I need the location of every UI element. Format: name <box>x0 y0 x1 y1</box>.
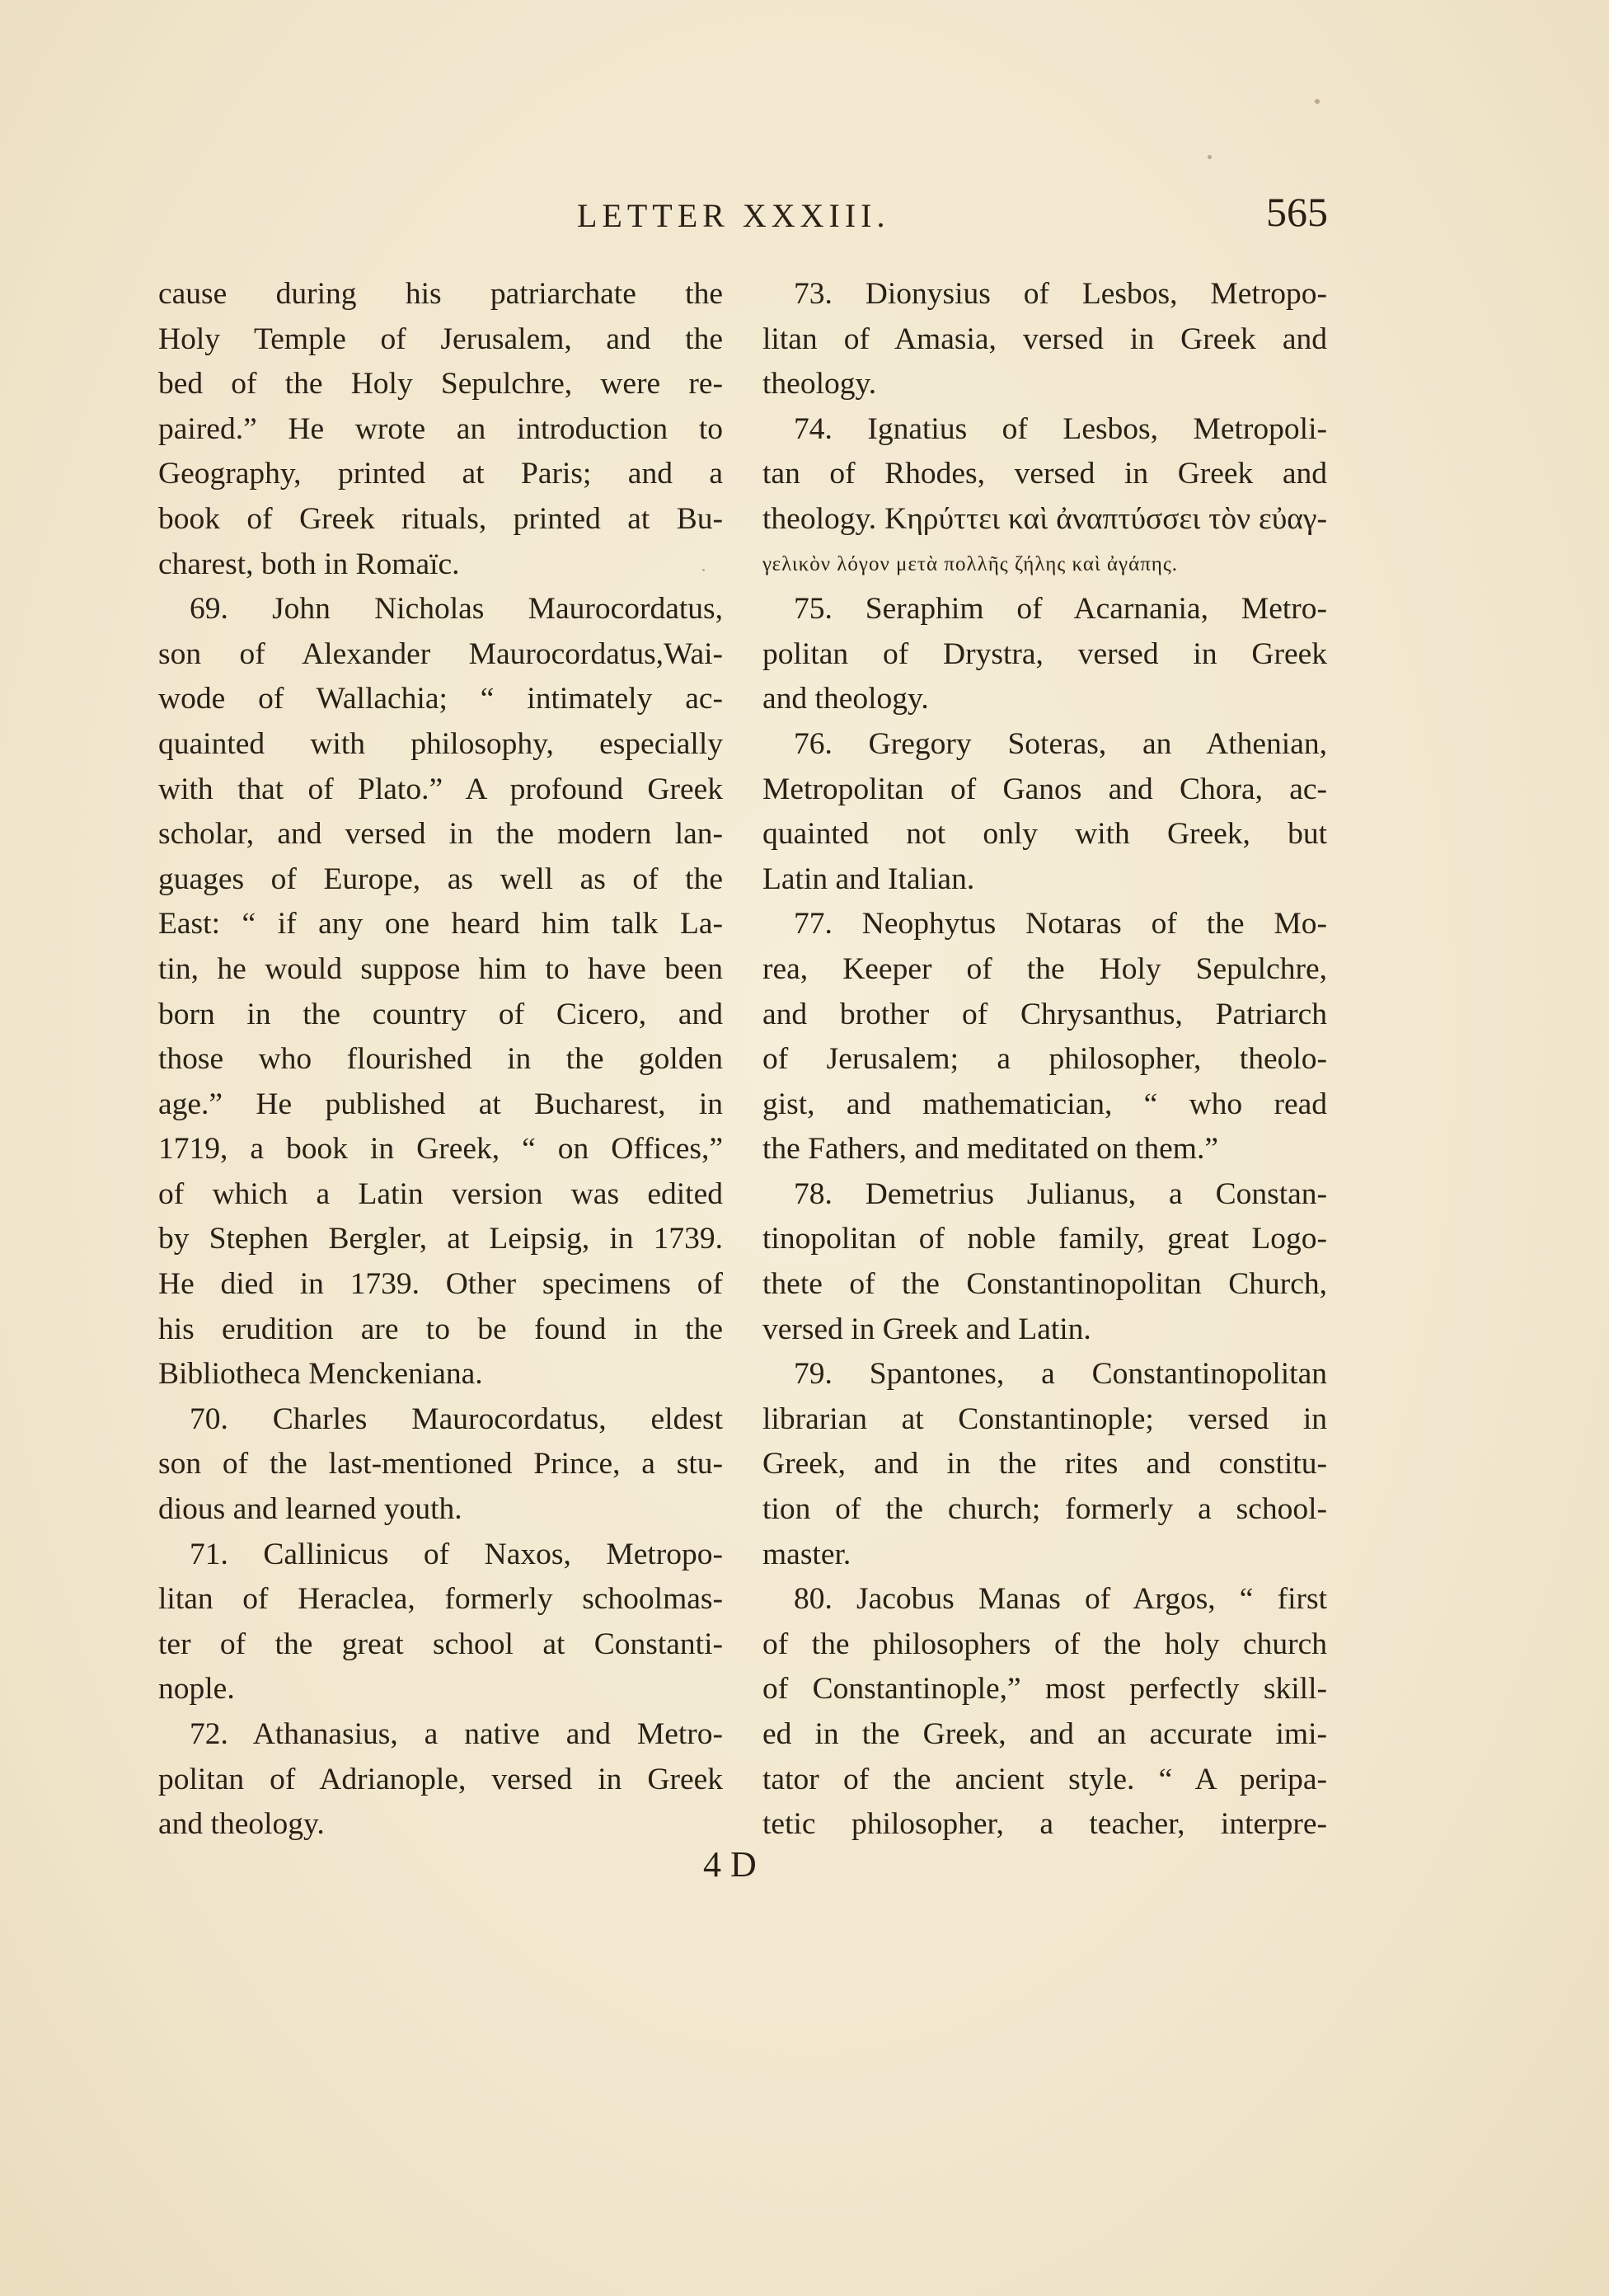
text-line: bed of the Holy Sepulchre, were re- <box>158 367 723 401</box>
text-line: quainted not only with Greek, but <box>762 817 1327 852</box>
text-line: 77. Neophytus Notaras of the Mo- <box>794 907 1327 941</box>
text-line: Holy Temple of Jerusalem, and the <box>158 322 723 356</box>
text-line: 75. Seraphim of Acarnania, Metro- <box>794 592 1327 627</box>
text-line: his erudition are to be found in the <box>158 1312 723 1346</box>
text-line: versed in Greek and Latin. <box>762 1312 1091 1346</box>
text-line: thete of the Constantinopolitan Church, <box>762 1267 1327 1302</box>
text-line: theology. Κηρύττει καὶ ἀναπτύσσει τὸν εὐαγ- <box>762 501 1327 536</box>
text-line: 73. Dionysius of Lesbos, Metropo- <box>794 277 1327 311</box>
text-line: ter of the great school at Constanti- <box>158 1627 723 1661</box>
text-line: dious and learned youth. <box>158 1492 462 1527</box>
text-line: 70. Charles Maurocordatus, eldest <box>190 1402 723 1436</box>
text-line: tator of the ancient style. “ A peripa- <box>762 1762 1327 1796</box>
text-line: cause during his patriarchate the <box>158 277 723 311</box>
text-line: litan of Heraclea, formerly schoolmas- <box>158 1582 723 1617</box>
text-line: and brother of Chrysanthus, Patriarch <box>762 997 1327 1031</box>
text-line: book of Greek rituals, printed at Bu- <box>158 501 723 536</box>
text-line: Bibliotheca Menckeniana. <box>158 1357 483 1392</box>
text-line: charest, both in Romaïc. <box>158 547 460 581</box>
text-line: East: “ if any one heard him talk La- <box>158 907 723 941</box>
text-line: γελικὸν λόγον μετὰ πολλῆς ζήλης καὶ ἀγάπης. <box>762 552 1179 575</box>
text-line: Geography, printed at Paris; and a <box>158 457 723 491</box>
text-line: son of the last-mentioned Prince, a stu- <box>158 1447 723 1481</box>
text-line: scholar, and versed in the modern lan- <box>158 817 723 852</box>
text-line: of Constantinople,” most perfectly skill- <box>762 1672 1327 1707</box>
paper-fleck <box>1315 99 1320 104</box>
text-line: of Jerusalem; a philosopher, theolo- <box>762 1042 1327 1077</box>
text-line: 79. Spantones, a Constantinopolitan <box>794 1357 1327 1392</box>
text-line: litan of Amasia, versed in Greek and <box>762 322 1327 356</box>
text-line: tin, he would suppose him to have been <box>158 951 723 986</box>
text-line: by Stephen Bergler, at Leipsig, in 1739. <box>158 1222 723 1256</box>
text-line: tinopolitan of noble family, great Logo- <box>762 1222 1327 1256</box>
text-line: age.” He published at Bucharest, in <box>158 1087 723 1121</box>
text-line: 74. Ignatius of Lesbos, Metropoli- <box>794 411 1327 446</box>
text-line: 71. Callinicus of Naxos, Metropo- <box>190 1537 723 1571</box>
text-line: gist, and mathematician, “ who read <box>762 1087 1327 1121</box>
text-line: born in the country of Cicero, and <box>158 997 723 1031</box>
text-line: of which a Latin version was edited <box>158 1176 723 1211</box>
text-line: Greek, and in the rites and constitu- <box>762 1447 1327 1481</box>
text-line: politan of Adrianople, versed in Greek <box>158 1762 723 1796</box>
left-column <box>158 272 723 1848</box>
text-line: 76. Gregory Soteras, an Athenian, <box>794 726 1327 761</box>
paper-fleck <box>1208 155 1212 159</box>
text-line: 69. John Nicholas Maurocordatus, <box>190 592 723 627</box>
running-head: LETTER XXXIII. <box>577 197 890 234</box>
text-line: theology. <box>762 367 877 401</box>
text-line: paired.” He wrote an introduction to <box>158 411 723 446</box>
text-line: master. <box>762 1537 851 1571</box>
text-line: son of Alexander Maurocordatus,Wai- <box>158 636 723 671</box>
text-line: Latin and Italian. <box>762 862 975 896</box>
text-line: 80. Jacobus Manas of Argos, “ first <box>794 1582 1327 1617</box>
text-line: quainted with philosophy, especially <box>158 726 723 761</box>
text-line: tion of the church; formerly a school- <box>762 1492 1327 1527</box>
text-line: and theology. <box>762 682 929 716</box>
text-line: Metropolitan of Ganos and Chora, ac- <box>762 772 1327 806</box>
text-line: those who flourished in the golden <box>158 1042 723 1077</box>
text-line: tetic philosopher, a teacher, interpre- <box>762 1807 1327 1842</box>
signature-mark: 4 D <box>703 1844 757 1885</box>
text-line: wode of Wallachia; “ intimately ac- <box>158 682 723 716</box>
text-line: He died in 1739. Other specimens of <box>158 1267 723 1302</box>
text-line: 78. Demetrius Julianus, a Constan- <box>794 1176 1327 1211</box>
right-column <box>762 272 1327 1848</box>
text-line: with that of Plato.” A profound Greek <box>158 772 723 806</box>
text-line: nople. <box>158 1672 235 1707</box>
text-line: 1719, a book in Greek, “ on Offices,” <box>158 1132 723 1167</box>
text-line: ed in the Greek, and an accurate imi- <box>762 1717 1327 1751</box>
text-line: and theology. <box>158 1807 325 1842</box>
text-line: rea, Keeper of the Holy Sepulchre, <box>762 951 1327 986</box>
text-line: of the philosophers of the holy church <box>762 1627 1327 1661</box>
text-line: guages of Europe, as well as of the <box>158 862 723 896</box>
text-line: tan of Rhodes, versed in Greek and <box>762 457 1327 491</box>
text-line: politan of Drystra, versed in Greek <box>762 636 1327 671</box>
text-line: the Fathers, and meditated on them.” <box>762 1132 1218 1167</box>
page-number: 565 <box>1266 189 1328 235</box>
text-line: librarian at Constantinople; versed in <box>762 1402 1327 1436</box>
text-line: 72. Athanasius, a native and Metro- <box>190 1717 723 1751</box>
